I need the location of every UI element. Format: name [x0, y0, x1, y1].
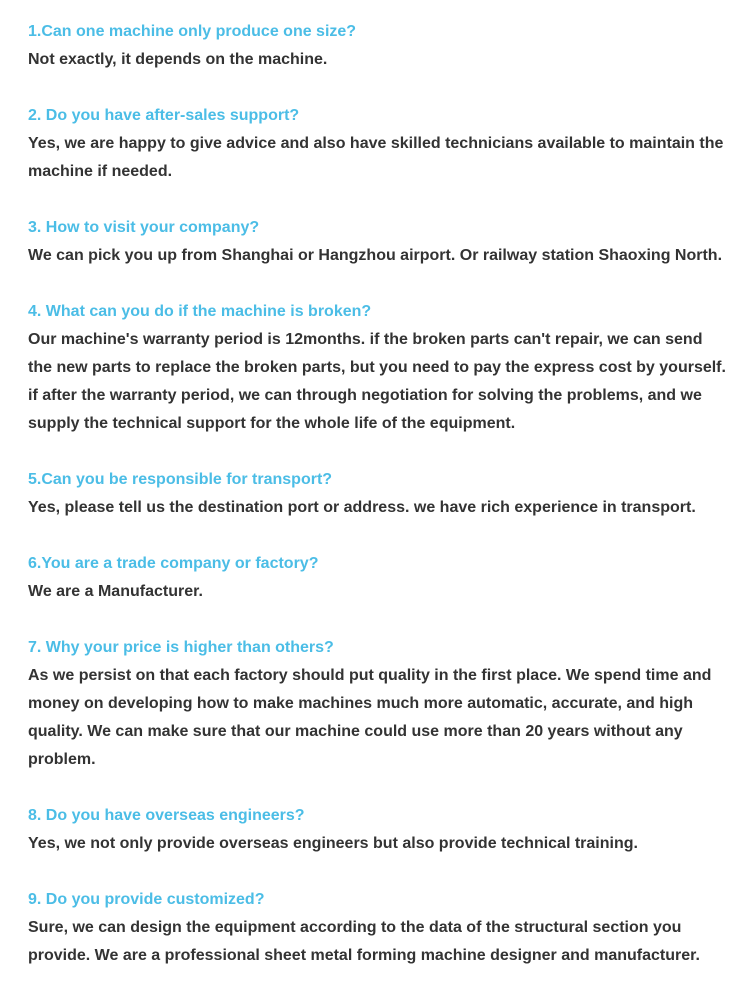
faq-answer: [28, 46, 730, 74]
faq-question: 3. How to visit your company?: [28, 219, 260, 236]
faq-answer: [28, 326, 730, 438]
faq-item-6: [28, 550, 730, 606]
faq-answer: [28, 662, 730, 774]
faq-question: 4. What can you do if the machine is broken?: [28, 303, 372, 320]
faq-answer-line: Not exactly, it depends on the machine.: [28, 51, 328, 68]
faq-answer-line: Sure, we can design the equipment according to the data of the structural section you: [28, 919, 682, 936]
faq-answer-line: Yes, please tell us the destination port or address. we have rich experience in transport.: [28, 499, 696, 516]
faq-answer-line: We can pick you up from Shanghai or Hangzhou airport. Or railway station Shaoxing North.: [28, 247, 723, 264]
faq-question: 1.Can one machine only produce one size?: [28, 23, 357, 40]
faq-answer-line: Yes, we are happy to give advice and also have skilled technicians available to maintain the: [28, 135, 724, 152]
faq-question: 7. Why your price is higher than others?: [28, 639, 334, 656]
faq-answer: [28, 242, 730, 270]
faq-answer: [28, 914, 730, 970]
faq-answer: [28, 494, 730, 522]
faq-answer-line: quality. We can make sure that our machine could use more than 20 years without any: [28, 723, 683, 740]
faq-answer-line: the new parts to replace the broken parts, but you need to pay the express cost by yourself.: [28, 359, 726, 376]
faq-answer-line: machine if needed.: [28, 163, 173, 180]
faq-item-9: [28, 886, 730, 970]
faq-answer-line: As we persist on that each factory should put quality in the first place. We spend time and: [28, 667, 712, 684]
faq-answer-line: We are a Manufacturer.: [28, 583, 203, 600]
faq-answer: [28, 830, 730, 858]
faq-answer-line: supply the technical support for the whole life of the equipment.: [28, 415, 516, 432]
faq-answer: [28, 130, 730, 186]
faq-item-3: [28, 214, 730, 270]
faq-answer-line: if after the warranty period, we can through negotiation for solving the problems, and we: [28, 387, 702, 404]
faq-item-5: [28, 466, 730, 522]
faq-question: 2. Do you have after-sales support?: [28, 107, 300, 124]
faq-answer: [28, 578, 730, 606]
faq-item-2: [28, 102, 730, 186]
faq-answer-line: money on developing how to make machines much more automatic, accurate, and high: [28, 695, 694, 712]
faq-question: 9. Do you provide customized?: [28, 891, 265, 908]
faq-answer-line: Yes, we not only provide overseas engineers but also provide technical training.: [28, 835, 638, 852]
faq-item-7: [28, 634, 730, 774]
faq-item-4: [28, 298, 730, 438]
faq-answer-line: provide. We are a professional sheet metal forming machine designer and manufacturer.: [28, 947, 700, 964]
faq-question: 5.Can you be responsible for transport?: [28, 471, 333, 488]
faq-answer-line: problem.: [28, 751, 96, 768]
faq-item-8: [28, 802, 730, 858]
faq-question: 8. Do you have overseas engineers?: [28, 807, 305, 824]
faq-item-1: [28, 18, 730, 74]
faq-question: 6.You are a trade company or factory?: [28, 555, 319, 572]
faq-answer-line: Our machine's warranty period is 12months. if the broken parts can't repair, we can send: [28, 331, 703, 348]
